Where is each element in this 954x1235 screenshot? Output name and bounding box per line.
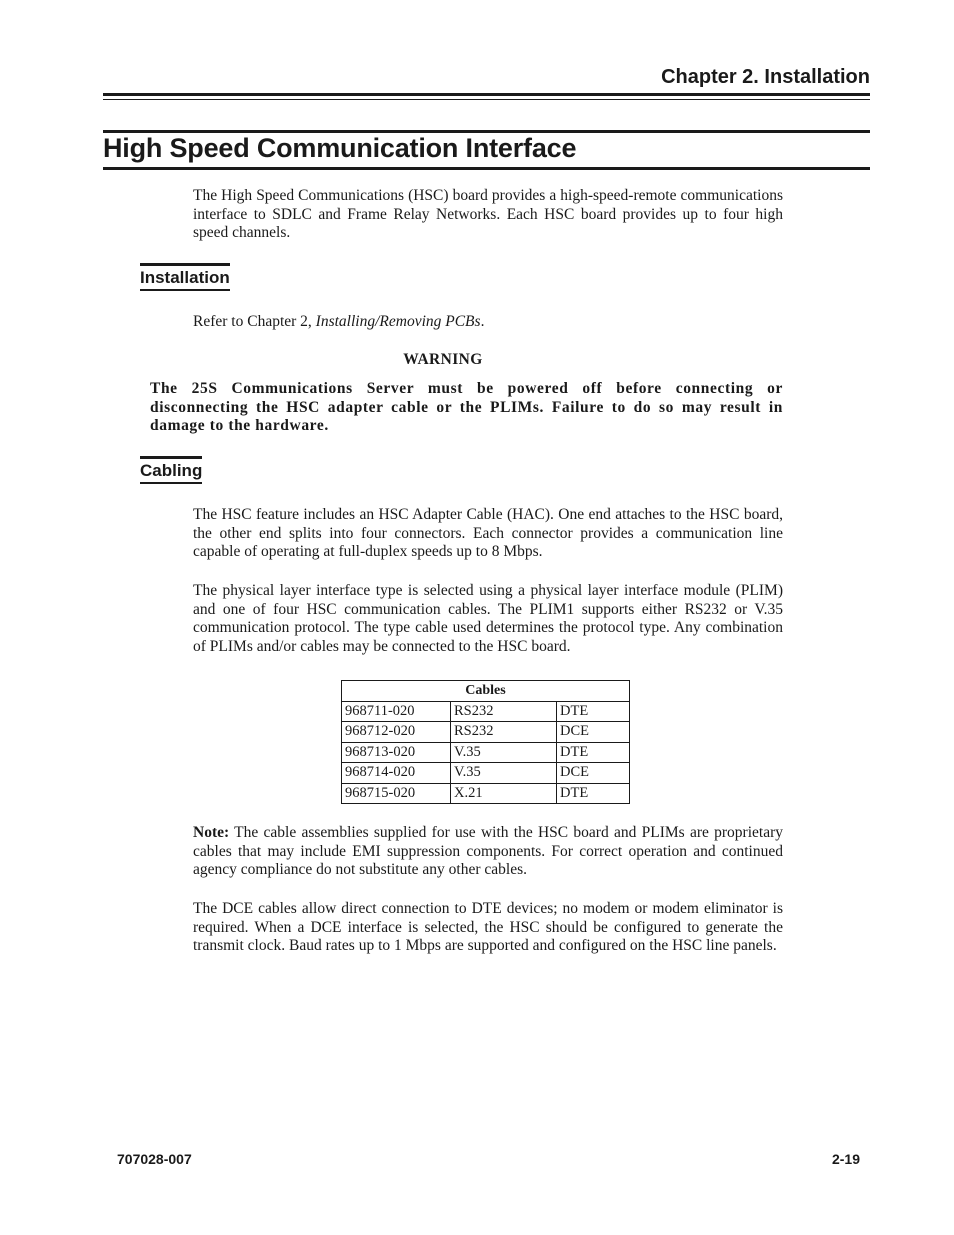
intro-paragraph: The High Speed Communications (HSC) board provides a high-speed-remote communications interface to SDLC and Frame Relay Networks. Each HSC board provides up to four high speed channels. bbox=[193, 187, 783, 242]
table-cell-part: 968713-020 bbox=[342, 742, 451, 763]
table-row bbox=[342, 722, 630, 743]
table-cell-part: 968712-020 bbox=[342, 722, 451, 743]
table-header-row bbox=[342, 681, 630, 702]
table-cell-type: DCE bbox=[557, 722, 630, 743]
table-cell-protocol: V.35 bbox=[451, 763, 557, 784]
table-cell-protocol: RS232 bbox=[451, 722, 557, 743]
note-label: Note: bbox=[193, 824, 230, 841]
refer-suffix: . bbox=[480, 313, 485, 330]
note-paragraph bbox=[193, 824, 783, 880]
cabling-paragraph-2: The physical layer interface type is selected using a physical layer interface module (PLIM) and one of four HSC communication cables. The PLIM1 supports either RS232 or V.35 communication protocol. The type cable used determines the protocol type. Any combination of PLIMs and/or cables may be connected to the HSC board. bbox=[193, 582, 783, 656]
cabling-paragraph-1: The HSC feature includes an HSC Adapter Cable (HAC). One end attaches to the HSC board, the other end splits into four connectors. Each connector provides a communication line capable of operating at full-duplex speeds up to 8 Mbps. bbox=[193, 506, 783, 561]
section-heading-cabling: Cabling bbox=[140, 456, 202, 484]
refer-link-text: Installing/Removing PCBs bbox=[315, 313, 481, 330]
title-rule-bottom bbox=[103, 167, 870, 170]
cables-table bbox=[341, 680, 630, 804]
table-row bbox=[342, 742, 630, 763]
warning-text: The 25S Communications Server must be powered off before connecting or disconnecting the HSC adapter cable or the PLIMs. Failure to do so may result in damage to the hardware. bbox=[150, 380, 783, 435]
table-cell-type: DCE bbox=[557, 763, 630, 784]
table-cell-protocol: V.35 bbox=[451, 742, 557, 763]
refer-prefix: Refer to Chapter 2, bbox=[193, 313, 316, 330]
warning-title: WARNING bbox=[403, 351, 483, 368]
table-cell-type: DTE bbox=[557, 783, 630, 804]
table-cell-part: 968715-020 bbox=[342, 783, 451, 804]
table-cell-type: DTE bbox=[557, 701, 630, 722]
table-cell-protocol: RS232 bbox=[451, 701, 557, 722]
table-cell-part: 968714-020 bbox=[342, 763, 451, 784]
header-rule-thick bbox=[103, 93, 870, 96]
footer-doc-number: 707028-007 bbox=[117, 1151, 192, 1167]
refer-paragraph bbox=[193, 313, 783, 332]
table-cell-type: DTE bbox=[557, 742, 630, 763]
table-row bbox=[342, 783, 630, 804]
section-heading-installation: Installation bbox=[140, 263, 230, 291]
page-title: High Speed Communication Interface bbox=[103, 133, 577, 163]
cabling-paragraph-3: The DCE cables allow direct connection to DTE devices; no modem or modem eliminator is required. When a DCE interface is selected, the HSC should be configured to generate the transmit clock. Baud rates up to 1 Mbps are supported and configured on the HSC line panels. bbox=[193, 900, 783, 955]
table-row bbox=[342, 763, 630, 784]
table-cell-part: 968711-020 bbox=[342, 701, 451, 722]
table-cell-protocol: X.21 bbox=[451, 783, 557, 804]
chapter-header: Chapter 2. Installation bbox=[661, 66, 870, 88]
note-text: The cable assemblies supplied for use with the HSC board and PLIMs are proprietary cables that may include EMI suppression components. For correct operation and continued agency compliance do not substitute any other cables. bbox=[193, 824, 783, 879]
header-rule-thin bbox=[103, 99, 870, 100]
footer-page-number: 2-19 bbox=[831, 1151, 860, 1167]
table-header: Cables bbox=[342, 681, 630, 702]
table-row bbox=[342, 701, 630, 722]
